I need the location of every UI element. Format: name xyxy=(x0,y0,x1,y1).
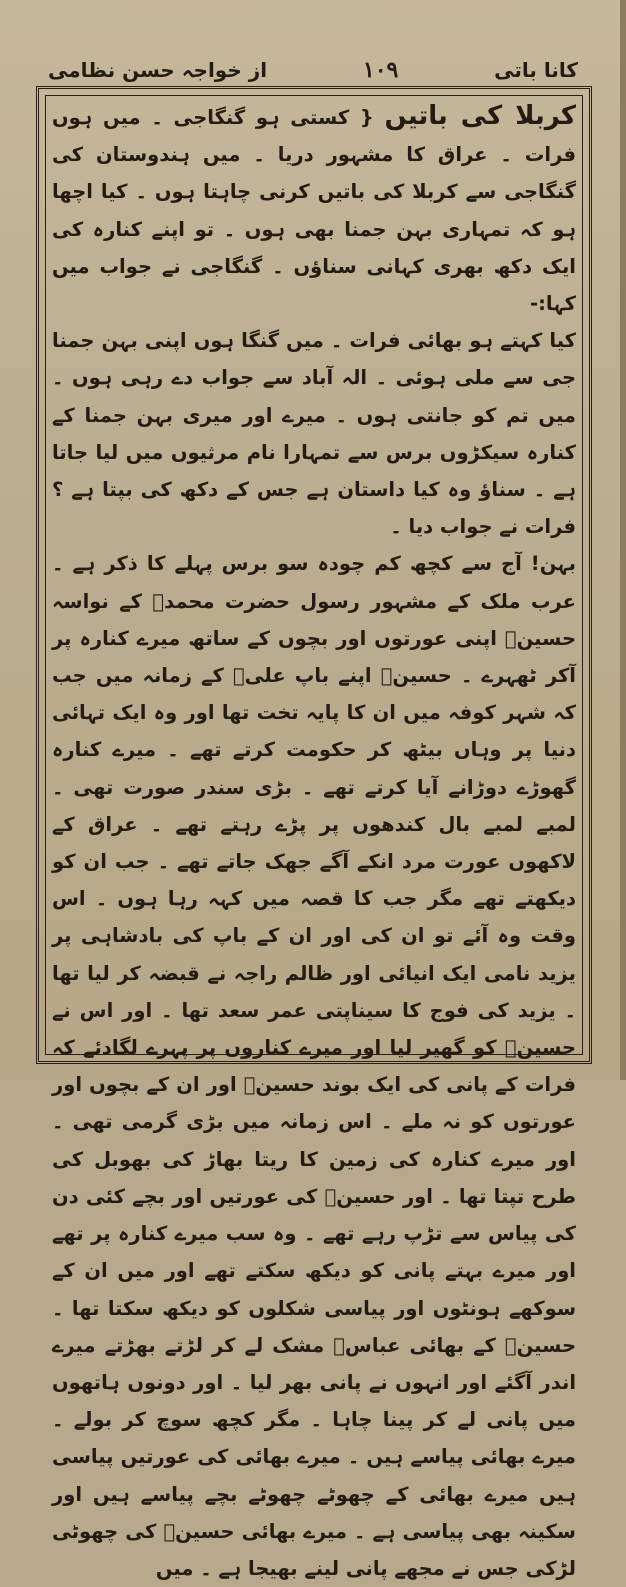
paragraph-3: بہن! آج سے کچھ کم چودہ سو برس پہلے کا ذکر ہے ۔ عرب ملک کے مشہور رسول حضرت محمدؐ کے نواسہ حسینؓ اپنی عورتوں اور بچوں کے ساتھ میرے کنارہ پر آکر ٹھہرے ۔ حسینؓ اپنے باپ علیؓ کے زمانہ میں جب کہ شہر کوفہ میں ان کا پایہ تخت تھا اور وہ ایک تہائی دنیا پر وہاں بیٹھ کر حکومت کرتے تھے ۔ میرے کنارہ گھوڑے دوڑانے آیا کرتے تھے ۔ بڑی سندر صورت تھی ۔ لمبے لمبے بال کندھوں پر پڑے رہتے تھے ۔ عراق کے لاکھوں عورت مرد انکے آگے جھک جاتے تھے ۔ جب ان کو دیکھتے تھے مگر جب کا قصہ میں کہہ رہا ہوں ۔ اس وقت وہ آئے تو ان کی اور ان کے باپ کی بادشاہی پر یزید نامی ایک انیائی اور ظالم راجہ نے قبضہ کر لیا تھا ۔ یزید کی فوج کا سیناپتی عمر سعد تھا ۔ اور اس نے حسینؓ کو گھیر لیا اور میرے کناروں پر پہرے لگادئے کہ فرات کے پانی کی ایک بوند حسینؓ اور ان کے بچوں اور عورتوں کو نہ ملے ۔ اس زمانہ میں بڑی گرمی تھی ۔ اور میرے کنارہ کی زمین کا ریتا بھاڑ کی بھوبل کی طرح تپتا تھا ۔ اور حسینؓ کی عورتیں اور بچے کئی دن کی پیاس سے تڑپ رہے تھے ۔ وہ سب میرے کنارہ پر تھے اور میرے بہتے پانی کو دیکھ سکتے تھے اور میں ان کے سوکھے ہونٹوں اور پیاسی شکلوں کو دیکھ سکتا تھا ۔ حسینؓ کے بھائی عباسؓ مشک لے کر لڑتے بھڑتے میرے اندر آگئے اور انہوں نے پانی بھر لیا ۔ اور دونوں ہاتھوں میں پانی لے کر پینا چاہا ۔ مگر کچھ سوچ کر بولے ۔ میرے بھائی پیاسے ہیں ۔ میرے بھائی کی عورتیں پیاسی ہیں میرے بھائی کے چھوٹے چھوٹے بچے پیاسے ہیں اور سکینہ بھی پیاسی ہے ۔ میرے بھائی حسینؓ کی چھوٹی لڑکی جس نے مجھے پانی لینے بھیجا ہے ۔ میں xyxy=(52,552,576,1580)
paragraph-2: کیا کہتے ہو بھائی فرات ۔ میں گنگا ہوں اپنی بہن جمنا جی سے ملی ہوئی ۔ الہ آباد سے جواب دے رہی ہوں ۔ میں تم کو جانتی ہوں ۔ میرے اور میری بہن جمنا کے کنارہ سیکڑوں برس سے تمہارا نام مرثیوں میں لیا جاتا ہے ۔ سناؤ وہ کیا داستان ہے جس کے دکھ کی بپتا ہے ؟ فرات نے جواب دیا ۔ xyxy=(52,329,576,539)
paragraph-1-text: { کستی ہو گنگاجی ۔ میں ہوں فرات ۔ عراق کا مشہور دریا ۔ میں ہندوستان کی گنگاجی سے کربلا کی باتیں کرنی چاہتا ہوں ۔ کیا اچھا ہو کہ تمہاری بہن جمنا بھی ہوں ۔ تو اپنے کنارہ کی ایک دکھ بھری کہانی سناؤں ۔ گنگاجی نے جواب میں کہا:- xyxy=(52,106,576,316)
body-text xyxy=(52,98,576,1587)
header-author: از خواجہ حسن نظامی xyxy=(48,58,268,82)
page-edge xyxy=(620,0,626,1080)
page-header xyxy=(48,52,578,88)
section-title: کربلا کی باتیں xyxy=(384,101,577,131)
header-book-title: کانا باتی xyxy=(494,58,578,82)
paragraph-1 xyxy=(52,98,576,322)
page-number: ۱۰۹ xyxy=(362,57,399,83)
